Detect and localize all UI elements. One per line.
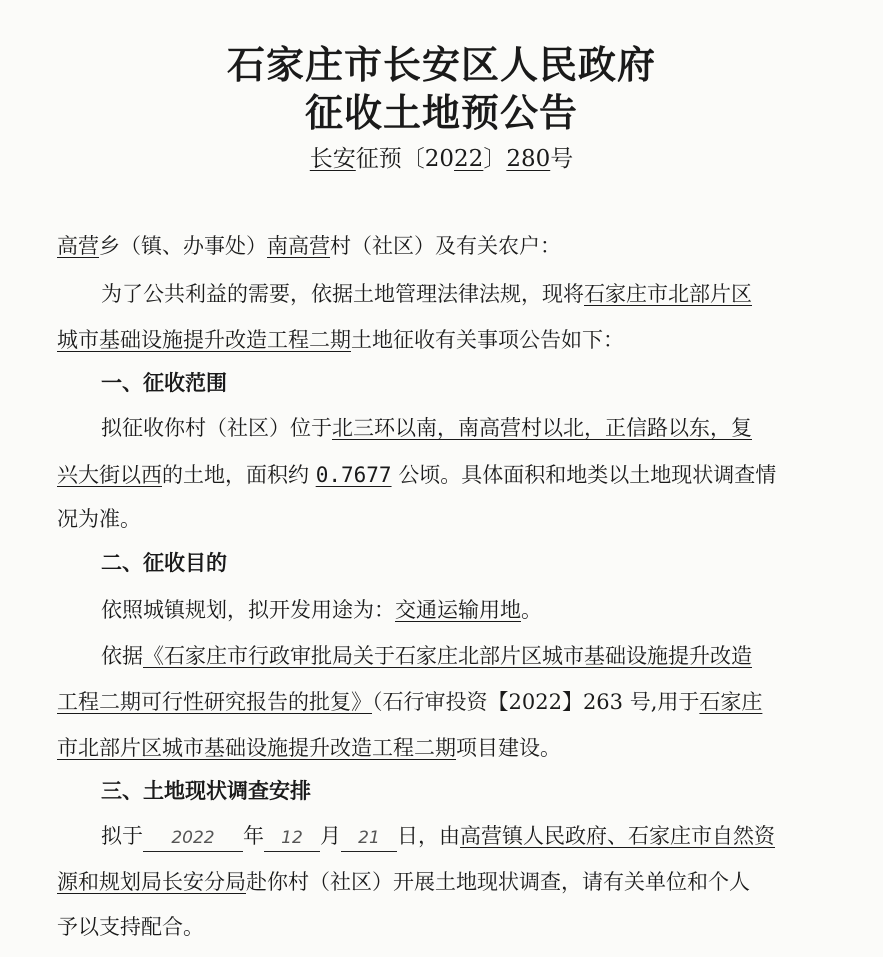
intro-line-2 <box>57 325 812 355</box>
section2-line-3 <box>57 687 812 717</box>
section1-line-3: 况为准。 <box>57 507 141 531</box>
section2-basis-proj-part2: 市北部片区城市基础设施提升改造工程二期 <box>57 736 456 760</box>
section3-month-blank: 12 <box>264 825 320 852</box>
section2-line-2 <box>57 641 812 671</box>
section3-text-after: 赴你村（社区）开展土地现状调查，请有关单位和个人 <box>246 870 750 894</box>
section3-org-part1: 高营镇人民政府、石家庄市自然资 <box>460 824 775 848</box>
docno-number: 280 <box>506 146 551 172</box>
section2-text1: 依照城镇规划，拟开发用途为： <box>101 598 395 622</box>
intro-text-after: 土地征收有关事项公告如下： <box>351 328 624 352</box>
section3-year-label: 年 <box>243 824 264 848</box>
section2-basis-end: 项目建设。 <box>456 736 561 760</box>
section2-basis-ref: （石行审投资【2022】263 号 <box>372 690 651 714</box>
section2-text1-end: 。 <box>521 598 542 622</box>
section2-basis-doc-part1: 《石家庄市行政审批局关于石家庄北部片区城市基础设施提升改造 <box>143 644 752 668</box>
section3-month-label: 月 <box>320 824 341 848</box>
addressee-village: 南高营 <box>267 234 330 258</box>
section3-org-part2: 源和规划局长安分局 <box>57 870 246 894</box>
title-line-1: 石家庄市长安区人民政府 <box>226 42 656 87</box>
section3-text-lead: 拟于 <box>101 824 143 848</box>
docno-bracket: 〕 <box>483 146 507 172</box>
addressee-line <box>57 231 812 261</box>
intro-line-1 <box>57 279 812 309</box>
section3-day-label: 日，由 <box>397 824 460 848</box>
docno-middle: 征预〔20 <box>355 146 455 172</box>
section2-basis-mid: ,用于 <box>650 690 700 714</box>
section1-location-part2: 兴大街以西 <box>57 463 162 487</box>
section1-text2: 的土地，面积约 <box>162 463 309 487</box>
addressee-tail: 村（社区）及有关农户： <box>330 234 561 258</box>
section2-basis-doc-part2: 工程二期可行性研究报告的批复》 <box>57 690 372 714</box>
section2-basis-lead: 依据 <box>101 644 143 668</box>
docno-prefix: 长安 <box>309 146 356 172</box>
section1-text3: 公顷。具体面积和地类以土地现状调查情 <box>398 463 777 487</box>
section3-heading: 三、土地现状调查安排 <box>101 779 311 803</box>
intro-text-before: 为了公共利益的需要，依据土地管理法律法规，现将 <box>101 282 584 306</box>
section2-line-1 <box>57 595 812 625</box>
section1-text1: 拟征收你村（社区）位于 <box>101 416 332 440</box>
docno-year-tail: 22 <box>454 146 484 172</box>
section2-line-4 <box>57 733 812 763</box>
document-number <box>0 140 883 173</box>
section2-purpose: 交通运输用地 <box>395 598 521 622</box>
section3-day-blank: 21 <box>341 825 397 852</box>
addressee-mid: 乡（镇、办事处） <box>99 234 267 258</box>
section1-heading: 一、征收范围 <box>101 371 227 395</box>
section3-year-blank: 2022 <box>143 825 243 852</box>
section1-line-2 <box>57 460 812 490</box>
section3-line-2 <box>57 867 812 897</box>
section3-line-1 <box>57 821 812 852</box>
title-line-2: 征收土地预公告 <box>304 90 578 135</box>
section1-location-part1: 北三环以南，南高营村以北，正信路以东，复 <box>332 416 752 440</box>
intro-project-part2: 城市基础设施提升改造工程二期 <box>57 328 351 352</box>
section1-line-1 <box>57 413 812 443</box>
section3-line-3: 予以支持配合。 <box>57 915 204 939</box>
docno-suffix: 号 <box>550 146 574 172</box>
section1-area: 0.7677 <box>315 463 392 487</box>
section2-basis-proj-part1: 石家庄 <box>699 690 763 714</box>
addressee-township: 高营 <box>57 234 99 258</box>
section2-heading: 二、征收目的 <box>101 551 227 575</box>
intro-project-part1: 石家庄市北部片区 <box>584 282 752 306</box>
